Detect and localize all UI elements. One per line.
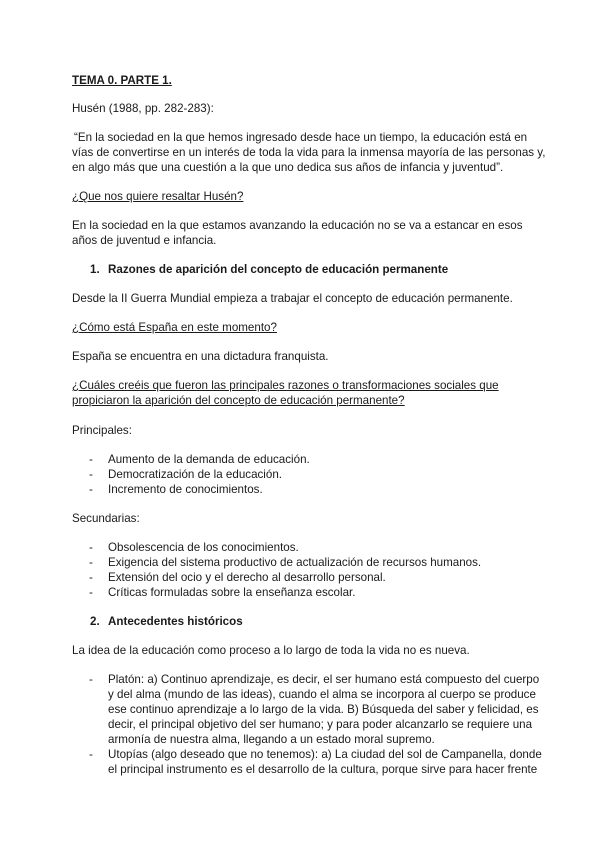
list-dash: - [89,541,93,554]
quote-line-2: vías de convertirse en un interés de toda la vida para la inmensa mayoría de las personas y, [72,146,546,159]
historia-item-2-line-1: Utopías (algo deseado que no tenemos): a) La ciudad del sol de Campanella, donde [108,748,542,761]
list-dash: - [89,468,93,481]
historia-item-2-line-2: el principal instrumento es el desarrollo de la cultura, porque sirve para hacer frente [108,763,538,776]
historia-item-1-line-1: Platón: a) Continuo aprendizaje, es decir, el ser humano está compuesto del cuerpo [108,673,540,686]
list-dash: - [89,586,93,599]
section-1-number: 1. [90,263,100,276]
quote-line-3: en algo más que una cuestión a la que uno dedica sus años de infancia y juventud”. [72,161,504,174]
answer-1-line-1: En la sociedad en la que estamos avanzando la educación no se va a estancar en esos [72,219,523,232]
answer-2: España se encuentra en una dictadura franquista. [72,350,329,363]
question-1: ¿Que nos quiere resaltar Husén? [72,190,244,203]
list-dash: - [89,673,93,686]
question-2: ¿Cómo está España en este momento? [72,321,277,334]
document-title: TEMA 0. PARTE 1. [72,74,172,87]
list-dash: - [89,483,93,496]
historia-item-1-line-3: ese continuo aprendizaje a lo largo de la vida. B) Búsqueda del saber y felicidad, es [108,703,539,716]
historia-item-1-line-5: armonía de nuestra alma, llegando a un estado moral supremo. [108,733,435,746]
secundarias-label: Secundarias: [72,512,140,525]
question-3-line-2: propiciaron la aparición del concepto de educación permanente? [72,394,405,407]
secundarias-item-1: Obsolescencia de los conocimientos. [108,541,299,554]
quote-line-1: “En la sociedad en la que hemos ingresado desde hace un tiempo, la educación está en [74,131,528,144]
historia-item-1-line-2: y del alma (mundo de las ideas), cuando el alma se incorpora al cuerpo se produce [108,688,536,701]
principales-item-3: Incremento de conocimientos. [108,483,263,496]
question-3-line-1: ¿Cuáles creéis que fueron las principales razones o transformaciones sociales que [72,379,499,392]
secundarias-item-2: Exigencia del sistema productivo de actualización de recursos humanos. [108,556,482,569]
section-2-number: 2. [90,615,100,628]
paragraph-2: La idea de la educación como proceso a lo largo de toda la vida no es nueva. [72,644,470,657]
citation: Husén (1988, pp. 282-283): [72,102,214,115]
principales-item-1: Aumento de la demanda de educación. [108,453,310,466]
secundarias-item-3: Extensión del ocio y el derecho al desarrollo personal. [108,571,386,584]
principales-item-2: Democratización de la educación. [108,468,283,481]
paragraph-1: Desde la II Guerra Mundial empieza a trabajar el concepto de educación permanente. [72,292,513,305]
section-2-title: Antecedentes históricos [108,615,243,628]
list-dash: - [89,453,93,466]
list-dash: - [89,571,93,584]
historia-item-1-line-4: decir, el principal objetivo del ser humano; y para poder alcanzarlo se requiere una [108,718,533,731]
section-1-title: Razones de aparición del concepto de educación permanente [108,263,449,276]
list-dash: - [89,556,93,569]
principales-label: Principales: [72,424,132,437]
list-dash: - [89,748,93,761]
secundarias-item-4: Críticas formuladas sobre la enseñanza escolar. [108,586,356,599]
answer-1-line-2: años de juventud e infancia. [72,234,217,247]
